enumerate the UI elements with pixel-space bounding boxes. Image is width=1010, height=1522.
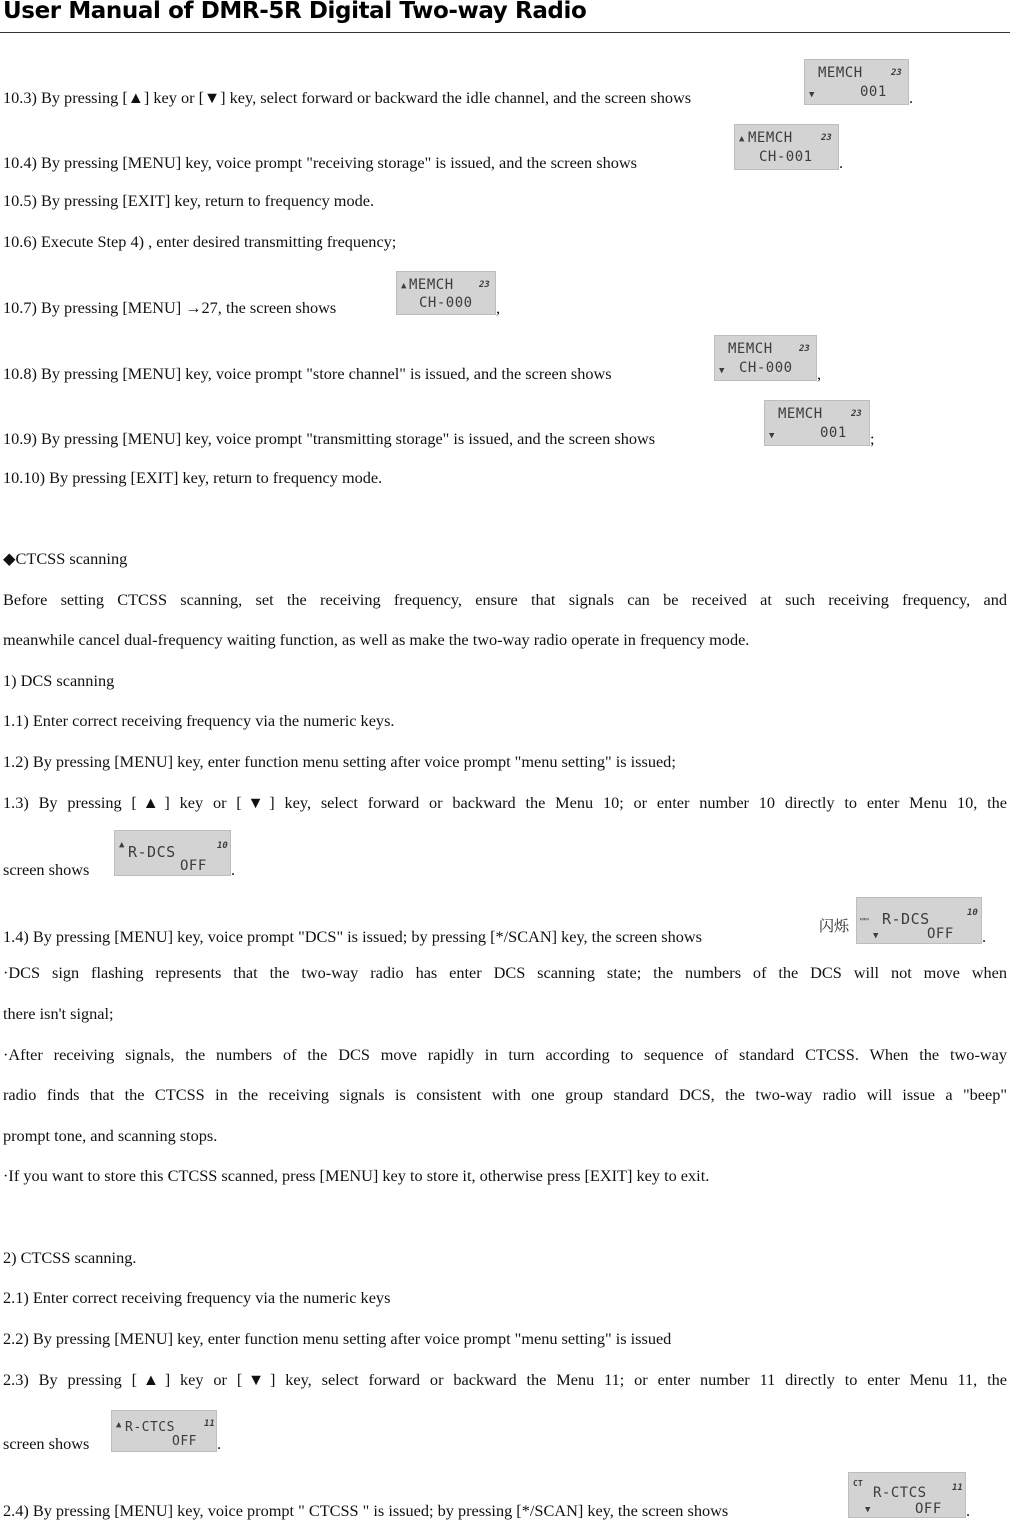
intro-line-2: meanwhile cancel dual-frequency waiting function, as well as make the two-way radio operate in frequency mode.: [3, 630, 750, 649]
note-dcs-flashing-cont: there isn't signal;: [3, 1004, 114, 1023]
note-receiving: ·After receiving signals, the numbers of the DCS move rapidly in turn according to sequence of standard CTCSS. When the two-way: [3, 1045, 1007, 1064]
ctcss-step-2-1: 2.1) Enter correct receiving frequency via the numeric keys: [3, 1288, 391, 1307]
lcd-memch-ch000: ▲ MEMCH 23 CH-000: [396, 271, 496, 315]
step-10-8: [3, 364, 612, 384]
lcd-r-ctcs-menu: ▲ R-CTCS 11 OFF: [111, 1410, 217, 1452]
note-receiving-end: prompt tone, and scanning stops.: [3, 1126, 218, 1145]
ctcss-step-2-3: 2.3) By pressing [▲] key or [▼] key, select forward or backward the Menu 11; or enter number 11 directly to enter Menu 11, the: [3, 1370, 1007, 1389]
note-receiving-cont: radio finds that the CTCSS in the receiving signals is consistent with one group standard DCS, the two-way radio will issue a "beep": [3, 1085, 1007, 1104]
step-text: 10.9) By pressing [MENU] key, voice prompt "transmitting storage" is issued, and the screen shows: [3, 429, 656, 448]
step-10-9: [3, 429, 655, 449]
flash-label: 闪烁: [819, 917, 850, 935]
ctcss-step-2-3-cont: screen shows: [3, 1434, 90, 1453]
lcd-memch-001-b: MEMCH 23 ▼ 001: [764, 400, 870, 446]
step-10-6: 10.6) Execute Step 4) , enter desired transmitting frequency;: [3, 232, 397, 251]
lcd-r-ctcs-scan: CT R-CTCS 11 ▼ OFF: [848, 1472, 966, 1518]
dcs-heading: 1) DCS scanning: [3, 671, 115, 690]
step-10-10: 10.10) By pressing [EXIT] key, return to frequency mode.: [3, 468, 383, 487]
dcs-step-1-4: 1.4) By pressing [MENU] key, voice prompt "DCS" is issued; by pressing [*/SCAN] key, the screen shows: [3, 927, 702, 946]
page-header: [0, 0, 1010, 33]
lcd-r-dcs-scan: ▭▭ R-DCS 10 ▼ OFF: [856, 897, 982, 944]
step-10-5: 10.5) By pressing [EXIT] key, return to frequency mode.: [3, 191, 375, 210]
dcs-step-1-3-cont: screen shows: [3, 860, 90, 879]
intro-line-1: Before setting CTCSS scanning, set the receiving frequency, ensure that signals can be received at such receiving frequency, and: [3, 590, 1007, 609]
step-10-7: [3, 298, 336, 318]
dcs-step-1-3: 1.3) By pressing [▲] key or [▼] key, select forward or backward the Menu 10; or enter number 10 directly to enter Menu 10, the: [3, 793, 1007, 812]
ctcss-step-2-2: 2.2) By pressing [MENU] key, enter function menu setting after voice prompt "menu setting" is issued: [3, 1329, 672, 1348]
page-header-title: User Manual of DMR-5R Digital Two-way Radio: [3, 0, 587, 24]
lcd-memch-ch000-down: MEMCH 23 ▼ CH-000: [714, 335, 817, 381]
step-text: 10.8) By pressing [MENU] key, voice prompt "store channel" is issued, and the screen shows: [3, 364, 612, 383]
ctcss-step-2-4: 2.4) By pressing [MENU] key, voice prompt " CTCSS " is issued; by pressing [*/SCAN] key, the screen shows: [3, 1501, 729, 1520]
note-store: ·If you want to store this CTCSS scanned, press [MENU] key to store it, otherwise press [EXIT] key to exit.: [3, 1166, 710, 1185]
step-text: 10.7) By pressing [MENU] →27, the screen shows: [3, 298, 337, 317]
ctcss-heading: 2) CTCSS scanning.: [3, 1248, 137, 1267]
lcd-r-dcs-menu: ▲ R-DCS 10 OFF: [114, 830, 231, 876]
step-text: 10.3) By pressing [▲] key or [▼] key, select forward or backward the idle channel, and the screen shows: [3, 88, 692, 107]
dcs-step-1-2: 1.2) By pressing [MENU] key, enter function menu setting after voice prompt "menu setting" is issued;: [3, 752, 676, 771]
lcd-memch-001: MEMCH 23 ▼ 001: [804, 59, 909, 105]
dcs-step-1-1: 1.1) Enter correct receiving frequency via the numeric keys.: [3, 711, 395, 730]
section-heading-ctcss: ◆CTCSS scanning: [3, 549, 128, 568]
note-dcs-flashing: ·DCS sign flashing represents that the two-way radio has enter DCS scanning state; the numbers of the DCS will not move when: [3, 963, 1007, 982]
lcd-memch-ch001: ▲ MEMCH 23 CH-001: [734, 124, 839, 170]
step-10-3: [3, 88, 691, 108]
step-10-4: [3, 153, 637, 173]
step-text: 10.4) By pressing [MENU] key, voice prompt "receiving storage" is issued, and the screen shows: [3, 153, 637, 172]
